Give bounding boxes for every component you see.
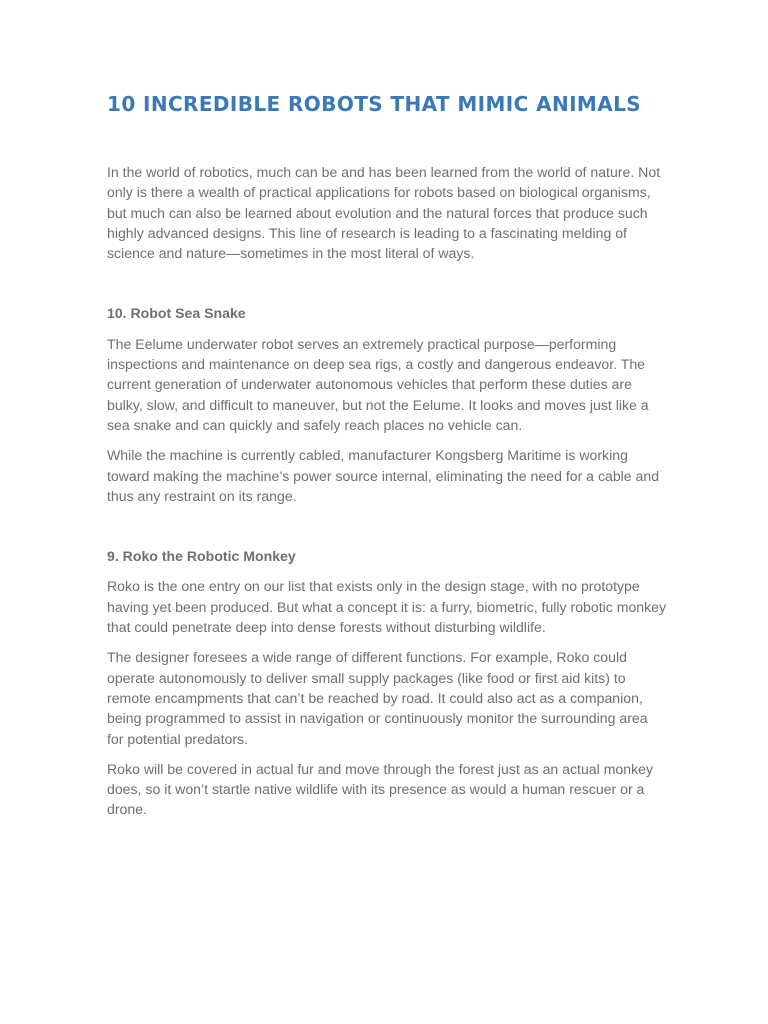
article-body [107,162,667,830]
section-roko-robotic-monkey [107,546,667,820]
section-paragraph: The Eelume underwater robot serves an extremely practical purpose—performing inspections and maintenance on deep sea rigs, a costly and dangerous endeavor. The current generation of underwater autonomous vehicles that perform these duties are bulky, slow, and difficult to maneuver, but not the Eelume. It looks and moves just like a sea snake and can quickly and safely reach places no vehicle can. [107,335,649,433]
section-paragraph: Roko will be covered in actual fur and move through the forest just as an actual monkey does, so it won’t startle native wildlife with its presence as would a human rescuer or a drone. [107,760,654,818]
page-title: 10 INCREDIBLE ROBOTS THAT MIMIC ANIMALS [107,92,642,116]
section-paragraph: The designer foresees a wide range of different functions. For example, Roko could operate autonomously to deliver small supply packages (like food or first aid kits) to remote encampments that can’t be reached by road. It could also act as a companion, being programmed to assist in navigation or continuously monitor the surrounding area for potential predators. [107,649,648,747]
section-heading: 10. Robot Sea Snake [107,305,246,322]
section-heading: 9. Roko the Robotic Monkey [107,548,296,565]
section-paragraph: While the machine is currently cabled, manufacturer Kongsberg Maritime is working toward making the machine’s power source internal, eliminating the need for a cable and thus any restraint on its range. [107,447,660,504]
intro-paragraph: In the world of robotics, much can be and has been learned from the world of nature. Not only is there a wealth of practical applications for robots based on biological organisms, but much can also be learned about evolution and the natural forces that produce such highly advanced designs. This line of research is leading to a fascinating melding of science and nature—sometimes in the most literal of ways. [107,164,661,262]
section-robot-sea-snake [107,303,667,506]
section-paragraph: Roko is the one entry on our list that exists only in the design stage, with no prototype having yet been produced. But what a concept it is: a furry, biometric, fully robotic monkey that could penetrate deep into dense forests without disturbing wildlife. [107,578,667,636]
